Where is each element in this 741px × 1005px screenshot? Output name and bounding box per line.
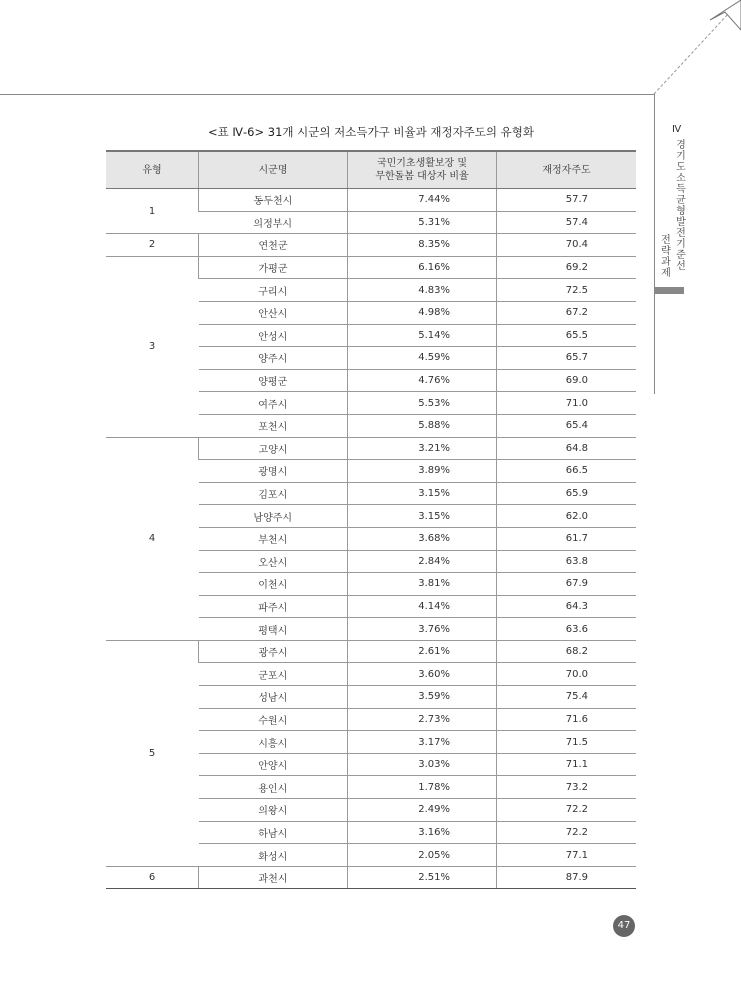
fiscal-cell: 72.2 (497, 799, 637, 822)
fiscal-cell: 75.4 (497, 686, 637, 709)
ratio-cell: 4.59% (348, 347, 497, 370)
ratio-cell: 5.88% (348, 414, 497, 437)
fiscal-cell: 62.0 (497, 505, 637, 528)
table-body (106, 189, 636, 889)
city-cell: 수원시 (199, 708, 348, 731)
type-cell: 5 (106, 640, 199, 866)
chapter-title-line2: 전략과제 (661, 235, 671, 279)
city-cell: 고양시 (199, 437, 348, 460)
fiscal-cell: 77.1 (497, 844, 637, 867)
city-cell: 연천군 (199, 234, 348, 257)
city-cell: 의정부시 (199, 211, 348, 234)
ratio-cell: 1.78% (348, 776, 497, 799)
city-cell: 안성시 (199, 324, 348, 347)
ratio-cell: 4.98% (348, 301, 497, 324)
city-cell: 오산시 (199, 550, 348, 573)
city-cell: 과천시 (199, 866, 348, 889)
ratio-cell: 3.89% (348, 460, 497, 483)
fiscal-cell: 64.3 (497, 595, 637, 618)
city-cell: 이천시 (199, 573, 348, 596)
ratio-cell: 4.76% (348, 369, 497, 392)
fiscal-cell: 67.2 (497, 301, 637, 324)
city-cell: 양주시 (199, 347, 348, 370)
table-row (106, 234, 636, 257)
ratio-cell: 3.15% (348, 482, 497, 505)
ratio-cell: 4.83% (348, 279, 497, 302)
ratio-cell: 3.17% (348, 731, 497, 754)
fiscal-cell: 72.5 (497, 279, 637, 302)
ratio-cell: 3.15% (348, 505, 497, 528)
city-cell: 부천시 (199, 527, 348, 550)
page-corner-decoration (640, 0, 741, 100)
ratio-cell: 2.05% (348, 844, 497, 867)
header-fiscal: 재정자주도 (497, 151, 637, 189)
ratio-cell: 5.14% (348, 324, 497, 347)
ratio-cell: 2.61% (348, 640, 497, 663)
type-cell: 2 (106, 234, 199, 257)
city-cell: 파주시 (199, 595, 348, 618)
ratio-cell: 6.16% (348, 256, 497, 279)
fiscal-cell: 87.9 (497, 866, 637, 889)
ratio-cell: 3.60% (348, 663, 497, 686)
type-cell: 6 (106, 866, 199, 889)
city-cell: 안산시 (199, 301, 348, 324)
fiscal-cell: 73.2 (497, 776, 637, 799)
type-cell: 1 (106, 189, 199, 234)
type-cell: 4 (106, 437, 199, 640)
city-cell: 평택시 (199, 618, 348, 641)
city-cell: 광명시 (199, 460, 348, 483)
city-cell: 안양시 (199, 753, 348, 776)
table-row (106, 437, 636, 460)
ratio-cell: 3.81% (348, 573, 497, 596)
header-city: 시군명 (199, 151, 348, 189)
ratio-cell: 4.14% (348, 595, 497, 618)
page-number: 47 (613, 915, 635, 937)
fiscal-cell: 65.9 (497, 482, 637, 505)
fiscal-cell: 71.6 (497, 708, 637, 731)
city-cell: 김포시 (199, 482, 348, 505)
city-cell: 광주시 (199, 640, 348, 663)
ratio-cell: 3.03% (348, 753, 497, 776)
type-cell: 3 (106, 256, 199, 437)
typology-table (106, 150, 636, 889)
table-header-row (106, 151, 636, 189)
ratio-cell: 8.35% (348, 234, 497, 257)
fiscal-cell: 57.7 (497, 189, 637, 212)
fiscal-cell: 65.4 (497, 414, 637, 437)
fiscal-cell: 70.4 (497, 234, 637, 257)
city-cell: 동두천시 (199, 189, 348, 212)
city-cell: 화성시 (199, 844, 348, 867)
header-rule (0, 94, 654, 95)
ratio-cell: 2.84% (348, 550, 497, 573)
fiscal-cell: 57.4 (497, 211, 637, 234)
fiscal-cell: 63.8 (497, 550, 637, 573)
fiscal-cell: 71.1 (497, 753, 637, 776)
fiscal-cell: 67.9 (497, 573, 637, 596)
chapter-marker-bar (655, 287, 684, 294)
side-rule (654, 94, 655, 394)
fiscal-cell: 69.2 (497, 256, 637, 279)
fiscal-cell: 63.6 (497, 618, 637, 641)
table-row (106, 866, 636, 889)
city-cell: 포천시 (199, 414, 348, 437)
fiscal-cell: 65.7 (497, 347, 637, 370)
ratio-cell: 5.31% (348, 211, 497, 234)
city-cell: 군포시 (199, 663, 348, 686)
city-cell: 시흥시 (199, 731, 348, 754)
ratio-cell: 2.49% (348, 799, 497, 822)
table-caption: <표 Ⅳ-6> 31개 시군의 저소득가구 비율과 재정자주도의 유형화 (208, 125, 534, 139)
city-cell: 남양주시 (199, 505, 348, 528)
fiscal-cell: 70.0 (497, 663, 637, 686)
table-row (106, 640, 636, 663)
header-ratio: 국민기초생활보장 및 무한돌봄 대상자 비율 (348, 151, 497, 189)
chapter-number: Ⅳ (672, 124, 682, 135)
ratio-cell: 3.76% (348, 618, 497, 641)
fiscal-cell: 64.8 (497, 437, 637, 460)
fiscal-cell: 66.5 (497, 460, 637, 483)
ratio-cell: 5.53% (348, 392, 497, 415)
header-type: 유형 (106, 151, 199, 189)
chapter-title-line1: 경기도 소득 균형발전 기준선 (676, 140, 686, 272)
ratio-cell: 2.73% (348, 708, 497, 731)
city-cell: 용인시 (199, 776, 348, 799)
city-cell: 성남시 (199, 686, 348, 709)
ratio-cell: 3.68% (348, 527, 497, 550)
city-cell: 하남시 (199, 821, 348, 844)
fiscal-cell: 69.0 (497, 369, 637, 392)
ratio-cell: 3.16% (348, 821, 497, 844)
ratio-cell: 2.51% (348, 866, 497, 889)
city-cell: 구리시 (199, 279, 348, 302)
city-cell: 양평군 (199, 369, 348, 392)
table-row (106, 256, 636, 279)
ratio-cell: 3.21% (348, 437, 497, 460)
fiscal-cell: 71.0 (497, 392, 637, 415)
ratio-cell: 3.59% (348, 686, 497, 709)
fiscal-cell: 65.5 (497, 324, 637, 347)
fiscal-cell: 71.5 (497, 731, 637, 754)
fiscal-cell: 61.7 (497, 527, 637, 550)
fiscal-cell: 72.2 (497, 821, 637, 844)
table-row (106, 189, 636, 212)
city-cell: 의왕시 (199, 799, 348, 822)
city-cell: 가평군 (199, 256, 348, 279)
ratio-cell: 7.44% (348, 189, 497, 212)
fiscal-cell: 68.2 (497, 640, 637, 663)
city-cell: 여주시 (199, 392, 348, 415)
